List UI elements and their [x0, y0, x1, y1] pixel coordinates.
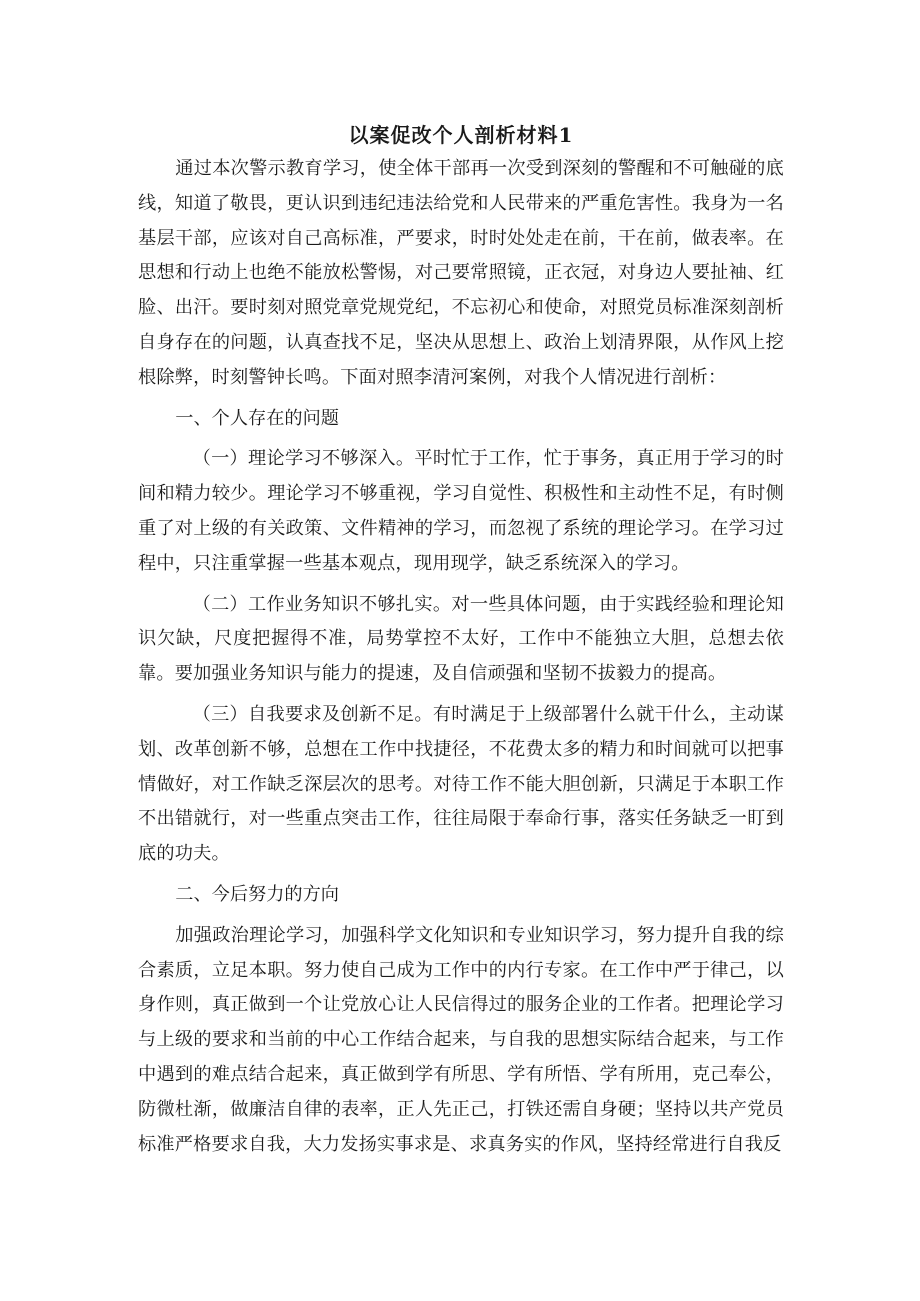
problem-item-1: （一）理论学习不够深入。平时忙于工作，忙于事务，真正用于学习的时间和精力较少。理论学习不够重视，学习自觉性、积极性和主动性不足，有时侧重了对上级的有关政策、文件精神的学习，而忽视了系统的理论学习。在学习过程中，只注重掌握一些基本观点，现用现学，缺乏系统深入的学习。 [138, 448, 784, 574]
document-page [138, 118, 784, 1162]
direction-paragraph: 加强政治理论学习，加强科学文化知识和专业知识学习，努力提升自我的综合素质，立足本职。努力使自己成为工作中的内行专家。在工作中严于律己，以身作则，真正做到一个让党放心让人民信得过的服务企业的工作者。把理论学习与上级的要求和当前的中心工作结合起来，与自我的思想实际结合起来，与工作中遇到的难点结合起来，真正做到学有所思、学有所悟、学有所用，克己奉公，防微杜渐，做廉洁自律的表率，正人先正己，打铁还需自身硬；坚持以共产党员标准严格要求自我，大力发扬实事求是、求真务实的作风，坚持经常进行自我反 [138, 924, 784, 1155]
section-heading-direction: 二、今后努力的方向 [175, 883, 339, 905]
section-heading-problems: 一、个人存在的问题 [175, 407, 339, 429]
intro-paragraph: 通过本次警示教育学习，使全体干部再一次受到深刻的警醒和不可触碰的底线，知道了敬畏，更认识到违纪违法给党和人民带来的严重危害性。我身为一名基层干部，应该对自己高标准，严要求，时时处处走在前，干在前，做表率。在思想和行动上也绝不能放松警惕，对己要常照镜，正衣冠，对身边人要扯袖、红脸、出汗。要时刻对照党章党规党纪，不忘初心和使命，对照党员标准深刻剖析自身存在的问题，认真查找不足，坚决从思想上、政治上划清界限，从作风上挖根除弊，时刻警钟长鸣。下面对照李清河案例，对我个人情况进行剖析： [138, 158, 784, 388]
problem-item-3: （三）自我要求及创新不足。有时满足于上级部署什么就干什么，主动谋划、改革创新不够，总想在工作中找捷径，不花费太多的精力和时间就可以把事情做好，对工作缺乏深层次的思考。对待工作不能大胆创新，只满足于本职工作不出错就行，对一些重点突击工作，往往局限于奉命行事，落实任务缺乏一盯到底的功夫。 [138, 703, 784, 865]
problem-item-2: （二）工作业务知识不够扎实。对一些具体问题，由于实践经验和理论知识欠缺，尺度把握得不准，局势掌控不太好，工作中不能独立大胆，总想去依靠。要加强业务知识与能力的提速，及自信顽强和坚韧不拔毅力的提高。 [138, 593, 784, 685]
document-title: 以案促改个人剖析材料1 [348, 123, 574, 147]
